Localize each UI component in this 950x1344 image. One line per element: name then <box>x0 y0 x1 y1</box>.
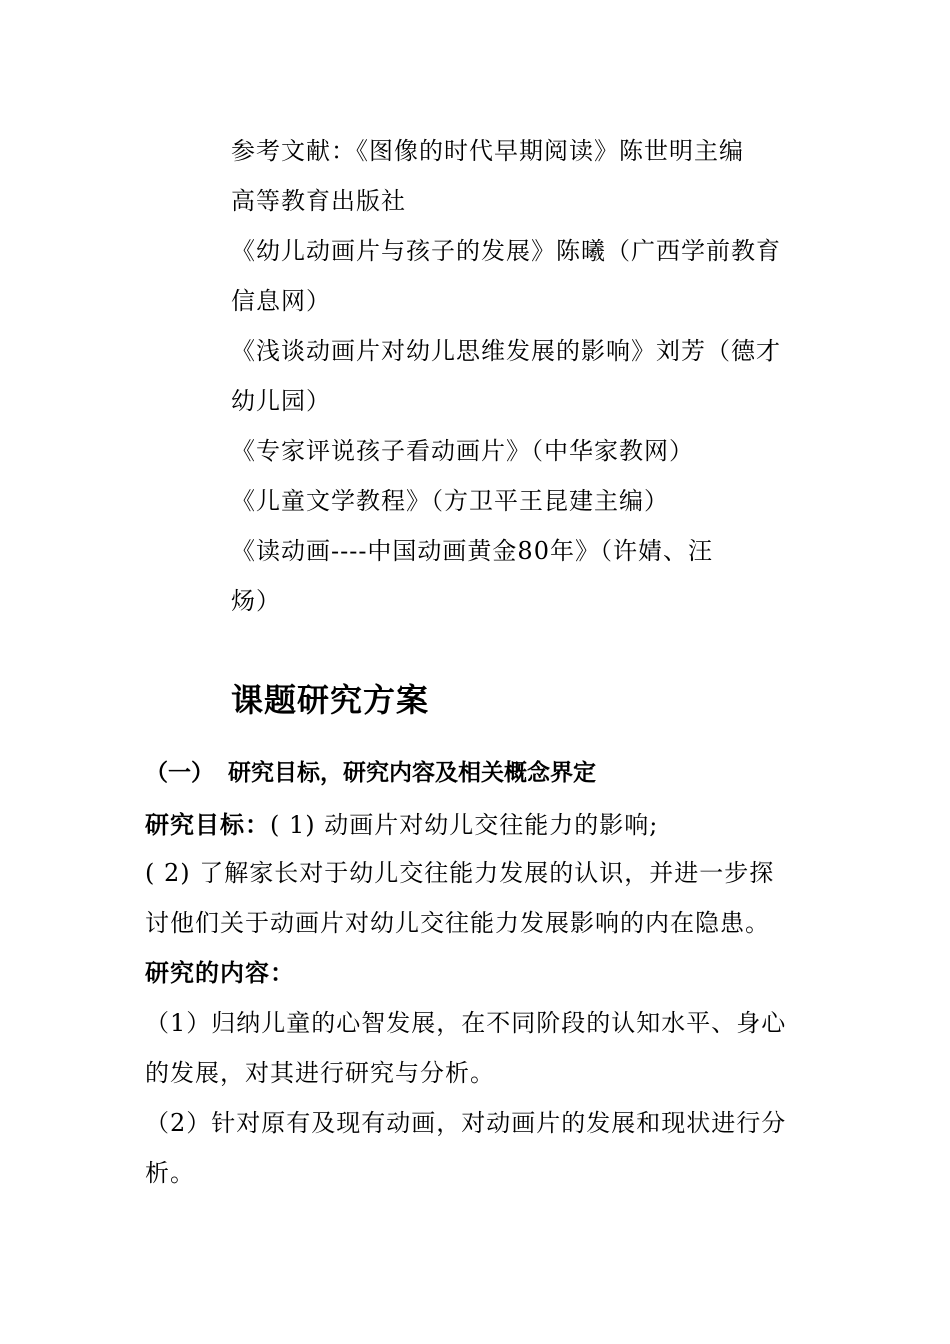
reference-line-6: 幼儿园） <box>231 387 331 415</box>
content-label: 研究的内容： <box>145 959 295 987</box>
goal-label: 研究目标： <box>145 811 270 839</box>
reference-line-9: 《读动画----中国动画黄金80年》（许婧、汪 <box>231 537 713 565</box>
plan-title: 课题研究方案 <box>231 681 430 719</box>
goal-item-2-line-1: ( 2) 了解家长对于幼儿交往能力发展的认识，并进一步探 <box>145 859 775 887</box>
content-item-1-line-2: 的发展，对其进行研究与分析。 <box>145 1059 495 1087</box>
goal-line-1 <box>145 810 658 840</box>
reference-line-8: 《儿童文学教程》（方卫平王昆建主编） <box>231 487 669 515</box>
section-heading <box>145 758 596 788</box>
reference-line-5: 《浅谈动画片对幼儿思维发展的影响》刘芳（德才 <box>231 337 781 365</box>
reference-line-1: 参考文献：《图像的时代早期阅读》陈世明主编 <box>231 137 744 165</box>
content-item-2-line-2: 析。 <box>145 1159 195 1187</box>
goal-item-1: ( 1) 动画片对幼儿交往能力的影响; <box>270 811 659 839</box>
content-item-2-line-1: （2）针对原有及现有动画，对动画片的发展和现状进行分 <box>145 1109 787 1137</box>
reference-line-3: 《幼儿动画片与孩子的发展》陈曦（广西学前教育 <box>231 237 781 265</box>
goal-item-2-line-2: 讨他们关于动画片对幼儿交往能力发展影响的内在隐患。 <box>145 909 770 937</box>
reference-line-7: 《专家评说孩子看动画片》（中华家教网） <box>231 437 694 465</box>
content-item-1-line-1: （1）归纳儿童的心智发展，在不同阶段的认知水平、身心 <box>145 1009 787 1037</box>
section-number: （一） <box>145 760 214 786</box>
reference-line-4: 信息网） <box>231 287 331 315</box>
reference-line-10: 炀） <box>231 587 281 615</box>
section-title: 研究目标，研究内容及相关概念界定 <box>228 760 596 786</box>
reference-line-2: 高等教育出版社 <box>231 187 406 215</box>
